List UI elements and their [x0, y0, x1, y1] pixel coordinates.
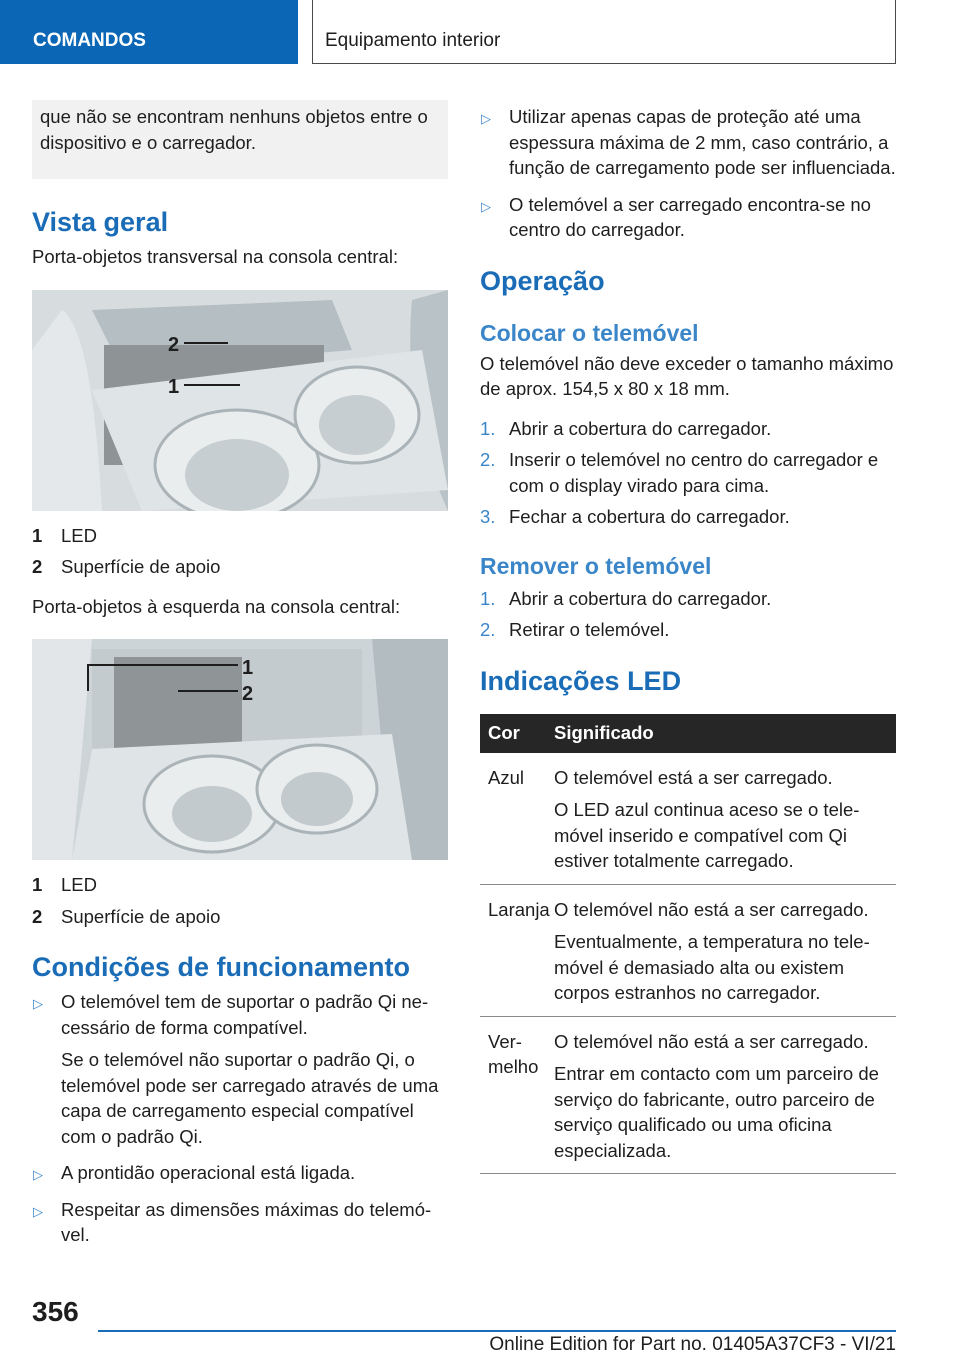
led-color-cell: Azul: [488, 766, 524, 788]
legend-item: [32, 872, 448, 898]
overview-intro: Porta-objetos transversal na consola central:: [32, 246, 399, 267]
insert-steps: [480, 416, 896, 530]
meaning-line: O telemóvel não está a ser carregado.: [554, 898, 869, 920]
step-text: Retirar o telemóvel.: [509, 619, 670, 640]
insert-heading: Colocar o telemóvel: [480, 319, 699, 346]
operation-heading: Operação: [480, 265, 605, 296]
step-item: [480, 504, 896, 530]
legend-label: LED: [61, 524, 97, 546]
left-column: [32, 100, 448, 1259]
footer-divider: [98, 1330, 896, 1332]
chapter-title: Equipamento interior: [312, 0, 896, 64]
legend-number: 1: [32, 524, 43, 546]
note-box: que não se encontram nenhuns objetos entre o dispositivo e o carregador.: [32, 100, 448, 179]
overview-intro-2: Porta-objetos à esquerda na consola central:: [32, 595, 401, 617]
page-number: 356: [32, 1296, 79, 1327]
led-meaning-cell: [554, 1016, 896, 1174]
table-row: [480, 884, 896, 1016]
column-header-meaning: Significado: [554, 714, 896, 753]
legend-label: Superfície de apoio: [61, 905, 221, 927]
step-item: [480, 416, 896, 442]
step-item: [480, 447, 896, 498]
condition-text: O telemóvel tem de suportar o padrão Qi necessário de forma compatível.: [61, 991, 429, 1038]
condition-item: [480, 192, 896, 243]
legend-item: [32, 523, 448, 549]
fig1-callout-2: 2: [168, 333, 180, 356]
table-header-row: [480, 714, 896, 753]
led-meaning-cell: [554, 753, 896, 885]
condition-item: [480, 104, 896, 181]
overview-heading: Vista geral: [32, 207, 169, 237]
fig2-callout-1: 1: [242, 657, 254, 679]
section-tab: COMANDOS: [0, 0, 298, 64]
triangle-bullet-icon: ▷: [481, 111, 491, 126]
condition-item: [32, 1160, 448, 1186]
condition-text: A prontidão operacional está ligada.: [61, 1162, 356, 1183]
step-number: 2.: [480, 449, 496, 470]
meaning-line: O telemóvel não está a ser carregado.: [554, 1030, 869, 1052]
console-illustration-1: [32, 290, 448, 511]
step-text: Abrir a cobertura do carregador.: [509, 587, 772, 609]
figure-transverse-storage: [32, 290, 448, 511]
step-item: [480, 586, 896, 612]
meaning-detail: Eventualmente, a temperatura no telemóvel é demasiado alta ou existem corpos estranhos no carregador.: [554, 931, 870, 1003]
right-column: [480, 100, 896, 1174]
remove-steps: [480, 586, 896, 643]
legend-list-2: [32, 872, 448, 929]
legend-number: 2: [32, 905, 43, 927]
led-meaning-cell: [554, 884, 896, 1016]
conditions-heading: Condições de funcionamento: [32, 952, 411, 982]
conditions-list: [32, 989, 448, 1248]
step-text: Fechar a cobertura do carregador.: [509, 506, 790, 527]
legend-item: [32, 904, 448, 930]
led-color-cell: Laranja: [488, 898, 550, 920]
legend-number: 1: [32, 874, 43, 895]
led-heading: Indicações LED: [480, 665, 682, 696]
legend-item: [32, 554, 448, 580]
table-row: [480, 753, 896, 885]
remove-heading: Remover o telemóvel: [480, 552, 712, 579]
condition-text: Respeitar as dimensões máximas do telemóvel.: [61, 1198, 432, 1245]
condition-subtext: Se o telemóvel não suportar o padrão Qi, o telemóvel pode ser carregado através de uma capa de carregamento especial compatível com o padrão Qi.: [61, 1049, 439, 1147]
triangle-bullet-icon: ▷: [33, 996, 43, 1011]
condition-text: Utilizar apenas capas de proteção até uma espessura máxima de 2 mm, caso contrário, a função de carregamento pode ser influenciada.: [509, 106, 896, 178]
meaning-line: O telemóvel está a ser carregado.: [554, 766, 833, 788]
step-item: [480, 617, 896, 643]
condition-item: [32, 989, 448, 1149]
legend-number: 2: [32, 556, 43, 577]
table-row: [480, 1016, 896, 1174]
conditions-list-continued: [480, 104, 896, 243]
step-number: 3.: [480, 506, 496, 527]
triangle-bullet-icon: ▷: [33, 1167, 43, 1182]
led-color-cell: Vermelho: [488, 1030, 539, 1077]
condition-text: O telemóvel a ser carregado encontra-se no centro do carregador.: [509, 193, 871, 240]
figure-left-storage: [32, 639, 448, 860]
column-header-color: Cor: [480, 714, 554, 753]
legend-label: LED: [61, 874, 97, 895]
insert-intro: O telemóvel não deve exceder o tamanho máximo de aprox. 154,5 x 80 x 18 mm.: [480, 352, 894, 399]
meaning-detail: O LED azul continua aceso se o telemóvel inserido e compatível com Qi estiver totalmente carregado.: [554, 799, 860, 871]
step-text: Inserir o telemóvel no centro do carregador e com o display virado para cima.: [509, 449, 879, 496]
step-number: 1.: [480, 417, 496, 439]
step-number: 2.: [480, 619, 496, 640]
triangle-bullet-icon: ▷: [33, 1203, 43, 1219]
legend-list-1: [32, 523, 448, 580]
triangle-bullet-icon: ▷: [481, 198, 491, 214]
edition-footer: Online Edition for Part no. 01405A37CF3 - VI/21: [489, 1334, 896, 1355]
step-number: 1.: [480, 587, 496, 609]
led-table: [480, 714, 896, 1175]
fig2-callout-2: 2: [242, 683, 254, 705]
console-illustration-2: [32, 639, 448, 860]
step-text: Abrir a cobertura do carregador.: [509, 417, 772, 439]
legend-label: Superfície de apoio: [61, 556, 221, 577]
meaning-detail: Entrar em contacto com um parceiro de serviço do fabricante, outro parceiro de serviço qualificado ou uma oficina especializada.: [554, 1063, 879, 1161]
condition-item: [32, 1197, 448, 1248]
fig1-callout-1: 1: [168, 375, 180, 398]
